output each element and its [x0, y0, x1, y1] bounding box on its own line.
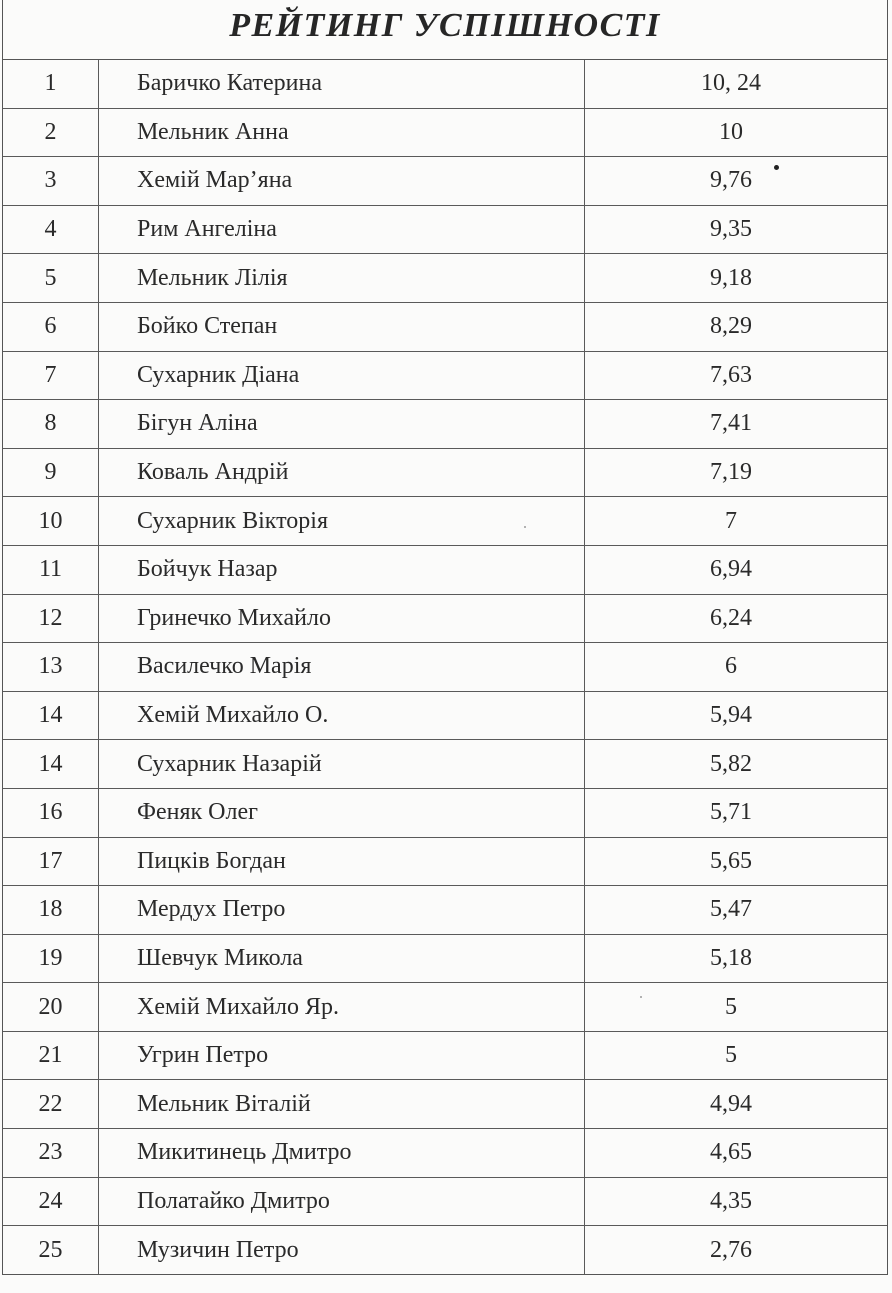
table-row	[3, 254, 887, 303]
rank-cell: 23	[3, 1129, 99, 1177]
table-row	[3, 935, 887, 984]
score-cell: 7,19	[710, 459, 752, 486]
score-cell: 10, 24	[701, 70, 761, 97]
student-name-cell: Сухарник Назарій	[99, 740, 585, 788]
table-row	[3, 109, 887, 158]
score-cell: 5,94	[710, 702, 752, 729]
student-name-cell: Угрин Петро	[99, 1032, 585, 1080]
rank-cell: 2	[3, 109, 99, 157]
score-cell: 4,94	[710, 1090, 752, 1117]
score-cell: 6	[725, 653, 737, 680]
student-name-cell: Пицків Богдан	[99, 838, 585, 886]
student-name-cell: Мельник Віталій	[99, 1080, 585, 1128]
rank-cell: 10	[3, 497, 99, 545]
table-row	[3, 1178, 887, 1227]
rank-cell: 1	[3, 60, 99, 108]
rank-cell: 4	[3, 206, 99, 254]
score-cell: 6,94	[710, 556, 752, 583]
score-cell: 9,35	[710, 216, 752, 243]
score-cell: 5	[725, 1042, 737, 1069]
rank-cell: 19	[3, 935, 99, 983]
rank-cell: 14	[3, 740, 99, 788]
student-name-cell: Баричко Катерина	[99, 60, 585, 108]
student-name-cell: Хемій Мар’яна	[99, 157, 585, 205]
rank-cell: 8	[3, 400, 99, 448]
student-name-cell: Бойко Степан	[99, 303, 585, 351]
table-row	[3, 206, 887, 255]
table-row	[3, 1080, 887, 1129]
table-row	[3, 983, 887, 1032]
table-row	[3, 546, 887, 595]
rank-cell: 21	[3, 1032, 99, 1080]
rank-cell: 22	[3, 1080, 99, 1128]
score-cell: 7	[725, 507, 737, 534]
score-cell: 7,63	[710, 361, 752, 388]
score-cell: 5,71	[710, 799, 752, 826]
score-cell: 5,65	[710, 847, 752, 874]
score-cell: 4,35	[710, 1187, 752, 1214]
student-name-cell: Сухарник Діана	[99, 352, 585, 400]
student-name-cell: Полатайко Дмитро	[99, 1178, 585, 1226]
score-cell: 4,65	[710, 1139, 752, 1166]
rank-cell: 6	[3, 303, 99, 351]
student-name-cell: Василечко Марія	[99, 643, 585, 691]
rank-cell: 11	[3, 546, 99, 594]
table-row	[3, 157, 887, 206]
score-cell: 5	[725, 993, 737, 1020]
score-cell: 10	[719, 118, 743, 145]
student-name-cell: Бігун Аліна	[99, 400, 585, 448]
student-name-cell: Музичин Петро	[99, 1226, 585, 1274]
score-cell: 8,29	[710, 313, 752, 340]
table-row	[3, 1129, 887, 1178]
rank-cell: 5	[3, 254, 99, 302]
student-name-cell: Бойчук Назар	[99, 546, 585, 594]
student-name-cell: Микитинець Дмитро	[99, 1129, 585, 1177]
student-name-cell: Хемій Михайло О.	[99, 692, 585, 740]
scan-speck	[524, 526, 526, 528]
score-cell: 2,76	[710, 1236, 752, 1263]
rank-cell: 20	[3, 983, 99, 1031]
rank-cell: 7	[3, 352, 99, 400]
table-row	[3, 303, 887, 352]
student-name-cell: Хемій Михайло Яр.	[99, 983, 585, 1031]
score-cell: 5,18	[710, 944, 752, 971]
rank-cell: 13	[3, 643, 99, 691]
rank-cell: 14	[3, 692, 99, 740]
rank-cell: 18	[3, 886, 99, 934]
table-row	[3, 352, 887, 401]
rank-cell: 12	[3, 595, 99, 643]
scan-speck	[640, 996, 642, 998]
table-row	[3, 692, 887, 741]
scan-speck	[774, 165, 779, 170]
rank-cell: 17	[3, 838, 99, 886]
rank-cell: 24	[3, 1178, 99, 1226]
table-row	[3, 595, 887, 644]
student-name-cell: Коваль Андрій	[99, 449, 585, 497]
rank-cell: 25	[3, 1226, 99, 1274]
rank-cell: 9	[3, 449, 99, 497]
table-row	[3, 838, 887, 887]
table-row	[3, 789, 887, 838]
score-cell: 7,41	[710, 410, 752, 437]
table-row	[3, 1032, 887, 1081]
table-row	[3, 740, 887, 789]
score-cell: 5,47	[710, 896, 752, 923]
rank-cell: 16	[3, 789, 99, 837]
score-cell: 5,82	[710, 750, 752, 777]
table-row	[3, 1226, 887, 1275]
table-row	[3, 449, 887, 498]
score-cell: 9,76	[710, 167, 752, 194]
student-name-cell: Гринечко Михайло	[99, 595, 585, 643]
title-box	[2, 0, 888, 60]
rank-cell: 3	[3, 157, 99, 205]
page-title: РЕЙТИНГ УСПІШНОСТІ	[229, 6, 661, 44]
score-cell: 9,18	[710, 264, 752, 291]
ranking-table	[2, 60, 888, 1275]
student-name-cell: Сухарник Вікторія	[99, 497, 585, 545]
student-name-cell: Мельник Лілія	[99, 254, 585, 302]
score-cell: 6,24	[710, 604, 752, 631]
student-name-cell: Рим Ангеліна	[99, 206, 585, 254]
student-name-cell: Мельник Анна	[99, 109, 585, 157]
table-row	[3, 60, 887, 109]
student-name-cell: Мердух Петро	[99, 886, 585, 934]
student-name-cell: Феняк Олег	[99, 789, 585, 837]
table-row	[3, 643, 887, 692]
table-row	[3, 886, 887, 935]
table-row	[3, 400, 887, 449]
table-row	[3, 497, 887, 546]
student-name-cell: Шевчук Микола	[99, 935, 585, 983]
